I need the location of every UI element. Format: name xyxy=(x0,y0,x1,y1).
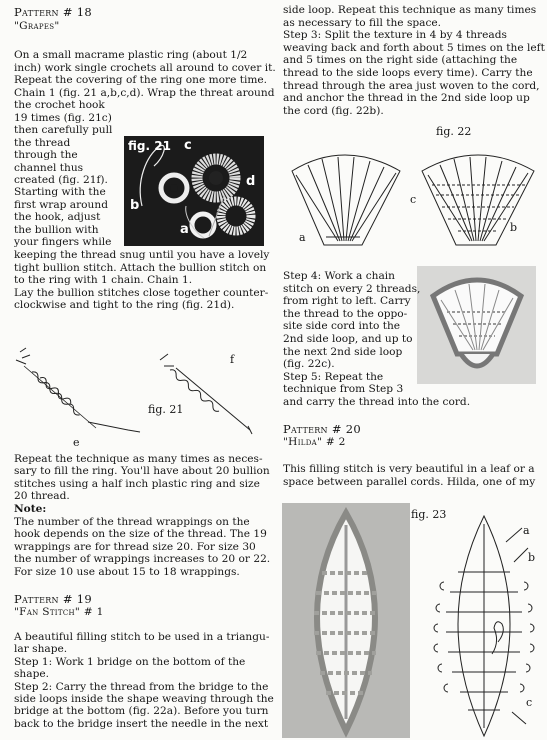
text-line: first wrap around xyxy=(14,198,108,211)
text-line: Repeat the technique as many times as neces- xyxy=(14,453,263,465)
fig-22-b: b xyxy=(510,221,518,234)
fig-21-f: f xyxy=(230,353,235,366)
photo-21-b: b xyxy=(130,198,140,213)
text-line: stitches using a half inch plastic ring and size xyxy=(14,477,260,490)
text-line: your fingers while xyxy=(14,236,112,248)
text-line: inch) work single crochets all around to cover it. xyxy=(14,61,276,74)
text-line: the thread to the oppo- xyxy=(283,307,408,320)
text-line: technique from Step 3 xyxy=(283,383,404,396)
fig-21-e: e xyxy=(73,436,80,449)
figure-23-photo xyxy=(282,503,410,738)
fig-23-b: b xyxy=(528,551,536,564)
figure-23-photo-art xyxy=(282,503,410,738)
text-line: the hook, adjust xyxy=(14,211,101,224)
text-line: 2nd side loop, and up to xyxy=(283,333,413,345)
text-line: side loops inside the shape weaving through the xyxy=(14,693,274,705)
photo-21-a: a xyxy=(180,222,189,237)
text-line: Step 1: Work 1 bridge on the bottom of the xyxy=(14,655,246,668)
text-line: stitch on every 2 threads, xyxy=(283,282,421,295)
text-line: back to the bridge insert the needle in the next xyxy=(14,717,269,730)
text-line: the cord (fig. 22b). xyxy=(283,104,384,117)
text-line: then carefully pull xyxy=(14,124,113,137)
pattern-19-name: "Fan Stitch" # 1 xyxy=(14,606,104,618)
photo-21-d: d xyxy=(246,174,256,189)
text-line: (fig. 22c). xyxy=(283,358,335,371)
text-line: shape. xyxy=(14,668,49,681)
figure-21-photo xyxy=(124,136,264,246)
text-line: and anchor the thread in the 2nd side loop up xyxy=(283,92,530,105)
text-line: the number of wrappings increases to 20 or 22. xyxy=(14,553,271,566)
text-line: created (fig. 21f). xyxy=(14,174,108,186)
text-line: For size 10 use about 15 to 18 wrappings. xyxy=(14,565,240,578)
pattern-18-title: Pattern # 18 xyxy=(14,5,92,19)
text-line: Step 3: Split the texture in 4 by 4 threads xyxy=(283,29,507,42)
text-line: channel thus xyxy=(14,161,84,174)
text-line: Chain 1 (fig. 21 a,b,c,d). Wrap the threat around xyxy=(14,86,275,99)
pattern-18-name: "Grapes" xyxy=(14,20,60,32)
text-line: Step 4: Work a chain xyxy=(283,270,395,282)
note-heading: Note: xyxy=(14,503,47,515)
text-line: thread through the area just woven to the cord, xyxy=(283,79,540,92)
text-line: through the xyxy=(14,149,78,162)
text-line: hook depends on the size of the thread. The 19 xyxy=(14,528,267,541)
text-line: bridge at the bottom (fig. 22a). Before you turn xyxy=(14,705,269,718)
text-line: clockwise and tight to the ring (fig. 21d). xyxy=(14,299,235,312)
pattern-19-title: Pattern # 19 xyxy=(14,592,92,606)
pattern-20-name: "Hilda" # 2 xyxy=(283,436,346,448)
figure-23-drawing xyxy=(428,512,540,740)
fig-22-c: c xyxy=(410,193,417,206)
text-line: This filling stitch is very beautiful in a leaf or a xyxy=(283,463,535,475)
photo-21-c: c xyxy=(184,138,192,153)
photo-21-fig-label: fig. 21 xyxy=(128,139,171,153)
figure-22-photo-art xyxy=(417,266,536,384)
text-line: A beautiful filling stitch to be used in a triangu- xyxy=(14,631,270,643)
text-line: 19 times (fig. 21c) xyxy=(14,112,112,124)
text-line: side loop. Repeat this technique as many times xyxy=(283,4,537,16)
text-line: from right to left. Carry xyxy=(283,295,411,308)
text-line: Lay the bullion stitches close together counter- xyxy=(14,286,269,299)
fig-21-caption: fig. 21 xyxy=(148,403,184,416)
text-line: and carry the thread into the cord. xyxy=(283,396,471,408)
text-line: the bullion with xyxy=(14,223,99,236)
text-line: to the ring with 1 chain. Chain 1. xyxy=(14,274,193,287)
text-line: the crochet hook xyxy=(14,99,105,112)
text-line: Repeat the covering of the ring one more time. xyxy=(14,74,268,87)
text-line: Step 2: Carry the thread from the bridge to the xyxy=(14,680,269,693)
text-line: site side cord into the xyxy=(283,320,401,333)
pattern-20-title: Pattern # 20 xyxy=(283,422,361,436)
text-line: The number of the thread wrappings on the xyxy=(14,516,250,528)
fig-22-a: a xyxy=(299,231,306,244)
text-line: as necessary to fill the space. xyxy=(283,16,442,29)
text-line: and 5 times on the right side (attaching the xyxy=(283,54,518,67)
figure-22-photo xyxy=(417,266,536,384)
text-line: On a small macrame plastic ring (about 1/2 xyxy=(14,49,248,61)
text-line: Step 5: Repeat the xyxy=(283,370,384,383)
fig-23-a: a xyxy=(523,524,530,537)
text-line: weaving back and forth about 5 times on the left xyxy=(283,41,545,54)
fig-23-caption: fig. 23 xyxy=(411,508,447,521)
fig-23-c: c xyxy=(526,696,533,709)
text-line: tight bullion stitch. Attach the bullion stitch on xyxy=(14,261,267,274)
fig-22-caption: fig. 22 xyxy=(436,125,472,138)
text-line: keeping the thread snug until you have a lovely xyxy=(14,249,270,261)
text-line: the thread xyxy=(14,136,71,149)
text-line: lar shape. xyxy=(14,643,68,656)
text-line: space between parallel cords. Hilda, one of my xyxy=(283,475,536,488)
text-line: Starting with the xyxy=(14,186,106,199)
text-line: thread to the side loops every time). Carry the xyxy=(283,67,533,79)
text-line: sary to fill the ring. You'll have about 20 bullion xyxy=(14,465,270,478)
text-line: 20 thread. xyxy=(14,490,70,503)
text-line: the next 2nd side loop xyxy=(283,345,403,358)
text-line: wrappings are for thread size 20. For size 30 xyxy=(14,540,256,553)
